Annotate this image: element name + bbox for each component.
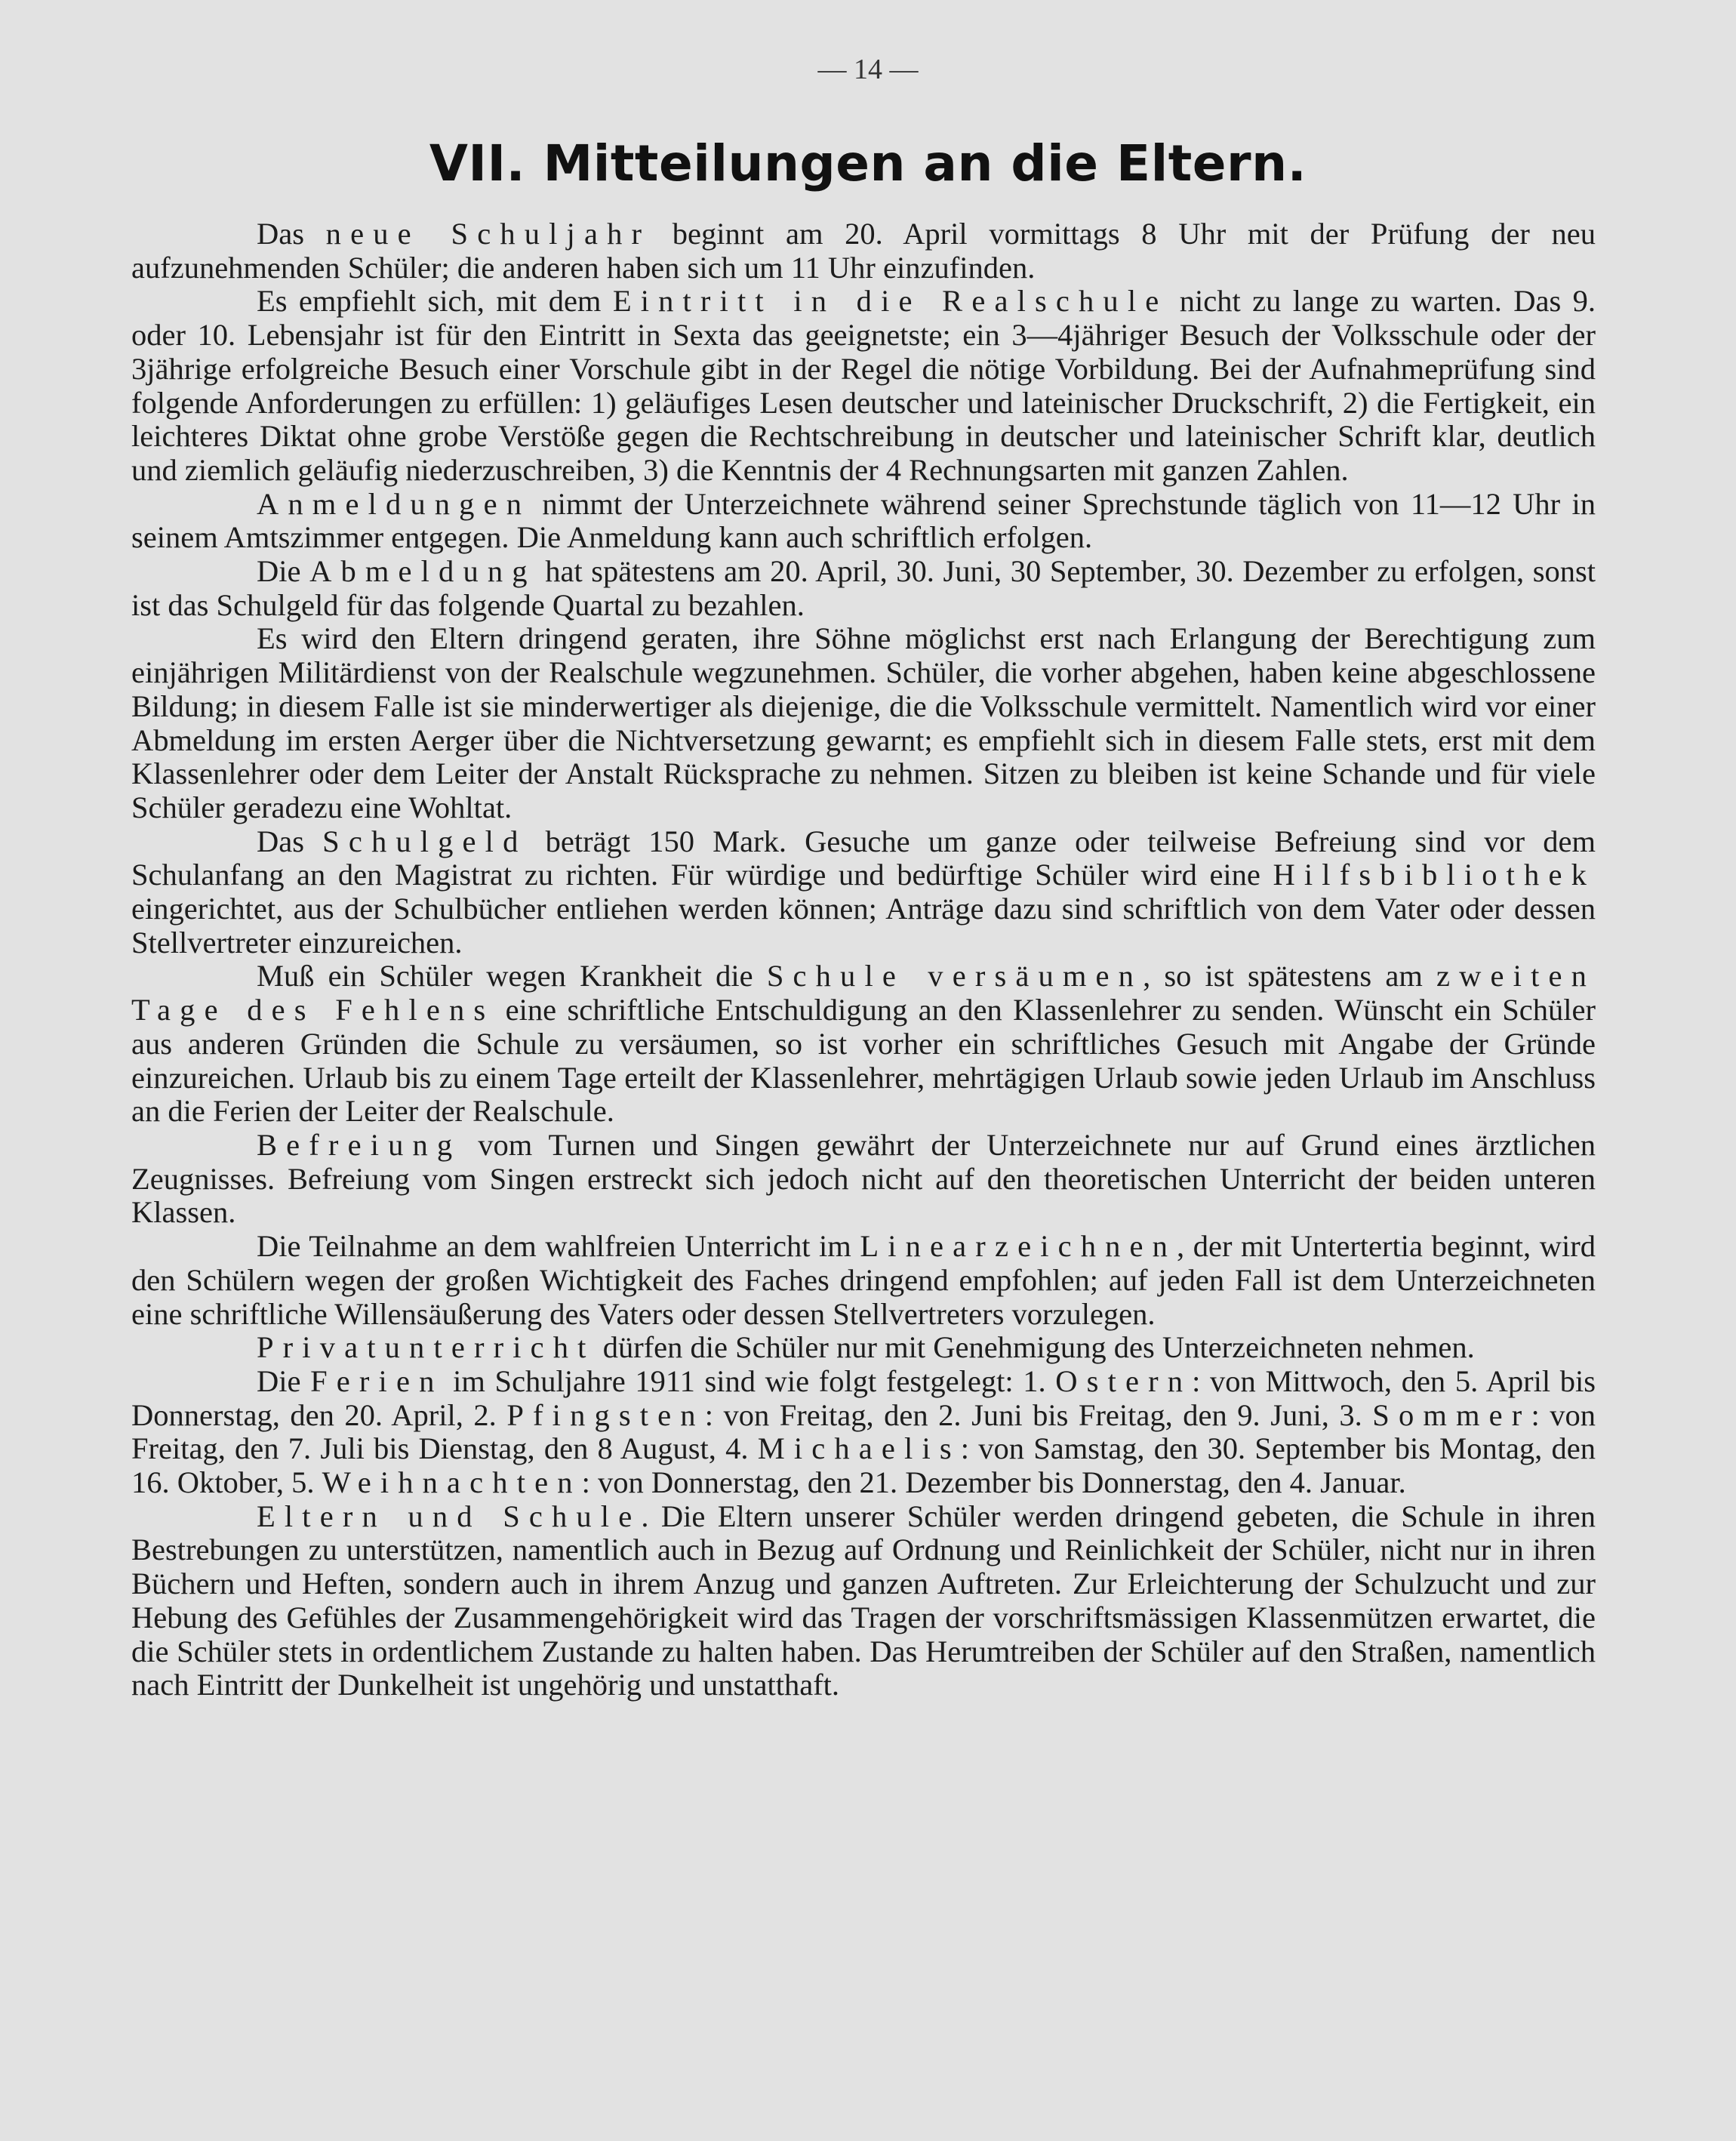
text-run: : von Samstag, den 30. September bis Montag, den 16. Oktober, 5. [131, 1431, 1596, 1500]
text-run: hat spätestens am 20. April, 30. Juni, 30 September, 30. Dezember zu erfolgen, sonst ist das Schulgeld für das folgende Quartal zu bezahlen. [131, 554, 1596, 622]
text-run: beginnt am 20. April vormittags 8 Uhr mit der Prüfung der neu aufzunehmenden Schüler; die anderen haben sich um 11 Uhr einzufinden. [131, 217, 1596, 285]
paragraph [131, 488, 1596, 555]
document-body [131, 217, 1596, 1702]
text-run: : von Freitag, den 2. Juni bis Freitag, den 9. Juni, 3. [704, 1397, 1373, 1432]
paragraph [131, 1129, 1596, 1230]
text-run: nimmt der Unterzeichnete während seiner Sprechstunde täglich von 11—12 Uhr in seinem Amtszimmer entgegen. Die Anmeldung kann auch schriftlich erfolgen. [131, 486, 1596, 555]
text-run: Das [257, 217, 326, 251]
text-run: : von Mittwoch, den 5. April bis Donnerstag, den 20. April, 2. [131, 1363, 1596, 1432]
spaced-emphasis: Schulgeld [322, 824, 528, 858]
text-run: eingerichtet, aus der Schulbücher entliehen werden können; Anträge dazu sind schriftlich von dem Vater oder dessen Stellvertreter einzureichen. [131, 892, 1596, 960]
spaced-emphasis: Michaelis [757, 1431, 961, 1466]
text-run: , so ist spätestens am [1143, 959, 1437, 993]
text-run: Es wird den Eltern dringend geraten, ihre Söhne möglichst erst nach Erlangung der Berechtigung zum einjährigen Militärdienst von der Realschule wegzunehmen. Schüler, die vorher abgehen, haben keine abgeschlossene Bildung; in diesem Falle ist sie minderwertiger als diejenige, die die Volksschule vermittelt. Namentlich wird vor einer Abmeldung im ersten Aerger über die Nichtversetzung gewarnt; es empfiehlt sich in diesem Falle stets, erst mit dem Klassenlehrer oder dem Leiter der Anstalt Rücksprache zu nehmen. Sitzen zu bleiben ist keine Schande und für viele Schüler geradezu eine Wohltat. [131, 621, 1596, 824]
spaced-emphasis: Ostern [1055, 1363, 1193, 1398]
spaced-emphasis: neue Schuljahr [325, 217, 651, 251]
text-run: beträgt 150 Mark. Gesuche um ganze oder teilweise Befreiung sind vor dem Schulanfang an den Magistrat zu richten. Für würdige und bedürftige Schüler wird eine [131, 824, 1596, 892]
text-run: Muß ein Schüler wegen Krankheit die [257, 959, 767, 993]
spaced-emphasis: Ferien [310, 1363, 444, 1398]
text-run: Die [257, 1363, 311, 1398]
spaced-emphasis: Schule versäumen [766, 959, 1143, 993]
text-run: nicht zu lange zu warten. Das 9. oder 10. Lebensjahr ist für den Eintritt in Sexta das geeignetste; ein 3—4jähriger Besuch der Volksschule oder der 3jährige erfolgreiche Besuch einer Vorschule gibt in der Regel die nötige Vorbildung. Bei der Aufnahmeprüfung sind folgende Anforderungen zu erfüllen: 1) geläufiges Lesen deutscher und lateinischer Druckschrift, 2) die Fertigkeit, ein leichteres Diktat ohne grobe Verstöße gegen die Rechtschreibung in deutscher und lateinischer Schrift klar, deutlich und ziemlich geläufig niederzuschreiben, 3) die Kenntnis der 4 Rechnungsarten mit ganzen Zahlen. [131, 284, 1596, 487]
spaced-emphasis: Eltern und Schule [257, 1499, 642, 1533]
page-number: — 14 — [817, 54, 919, 85]
paragraph [131, 285, 1596, 487]
paragraph [131, 1331, 1596, 1365]
text-run: , der mit Untertertia beginnt, wird den Schülern wegen der großen Wichtigkeit des Faches dringend empfohlen; auf jeden Fall ist dem Unterzeichneten eine schriftliche Willensäußerung des Vaters oder dessen Stellvertreters vorzulegen. [131, 1229, 1596, 1331]
paragraph [131, 1500, 1596, 1702]
spaced-emphasis: Weihnachten [322, 1465, 582, 1500]
text-run: Das [257, 824, 323, 858]
spaced-emphasis: Linearzeichnen [860, 1229, 1177, 1264]
spaced-emphasis: Eintritt in die Realschule [612, 284, 1168, 319]
text-run: vom Turnen und Singen gewährt der Unterzeichnete nur auf Grund eines ärztlichen Zeugnisses. Befreiung vom Singen erstreckt sich jedoch nicht auf den theoretischen Unterricht der beiden unteren Klassen. [131, 1127, 1596, 1230]
text-run: dürfen die Schüler nur mit Genehmigung des Unterzeichneten nehmen. [595, 1330, 1475, 1365]
spaced-emphasis: Anmeldungen [257, 486, 531, 521]
spaced-emphasis: Abmeldung [309, 554, 537, 589]
paragraph [131, 1365, 1596, 1500]
text-run: . Die Eltern unserer Schüler werden dringend gebeten, die Schule in ihren Bestrebungen zu unterstützen, namentlich auch in Bezug auf Ordnung und Reinlichkeit der Schüler, nicht nur in ihren Büchern und Heften, sondern auch in ihrem Anzug und ganzen Auftreten. Zur Erleichterung der Schulzucht und zur Hebung des Gefühles der Zusammengehörigkeit wird das Tragen der vorschriftsmässigen Klassenmützen erwartet, die die Schüler stets in ordentlichem Zustande zu halten haben. Das Herumtreiben der Schüler auf den Straßen, namentlich nach Eintritt der Dunkelheit ist ungehörig und unstatthaft. [131, 1499, 1596, 1702]
paragraph [131, 217, 1596, 285]
text-run: Die Teilnahme an dem wahlfreien Unterricht im [257, 1229, 860, 1264]
spaced-emphasis: Pfingsten [506, 1397, 705, 1432]
text-run: Die [257, 554, 310, 589]
spaced-emphasis: Hilfsbibliothek [1273, 858, 1596, 892]
text-run: Es empfiehlt sich, mit dem [257, 284, 613, 319]
spaced-emphasis: Sommer [1372, 1397, 1531, 1432]
spaced-emphasis: zweiten Tage des Fehlens [131, 959, 1596, 1027]
paragraph [131, 960, 1596, 1129]
text-run: im Schuljahre 1911 sind wie folgt festgelegt: 1. [443, 1363, 1056, 1398]
paragraph [131, 622, 1596, 824]
spaced-emphasis: Befreiung [257, 1127, 462, 1162]
text-run: : von Donnerstag, den 21. Dezember bis Donnerstag, den 4. Januar. [581, 1465, 1406, 1500]
paragraph [131, 555, 1596, 622]
text-run: : von Freitag, den 7. Juli bis Dienstag, den 8 August, 4. [131, 1397, 1596, 1466]
paragraph [131, 825, 1596, 960]
text-run: eine schriftliche Entschuldigung an den Klassenlehrer zu senden. Wünscht ein Schüler aus anderen Gründen die Schule zu versäumen, so ist vorher ein schriftliches Gesuch mit Angabe der Gründe einzureichen. Urlaub bis zu einem Tage erteilt der Klassenlehrer, mehrtägigen Urlaub sowie jeden Urlaub im Anschluss an die Ferien der Leiter der Realschule. [131, 993, 1596, 1129]
section-heading: VII. Mitteilungen an die Eltern. [429, 134, 1307, 193]
paragraph [131, 1230, 1596, 1331]
spaced-emphasis: Privatunterricht [257, 1330, 596, 1365]
